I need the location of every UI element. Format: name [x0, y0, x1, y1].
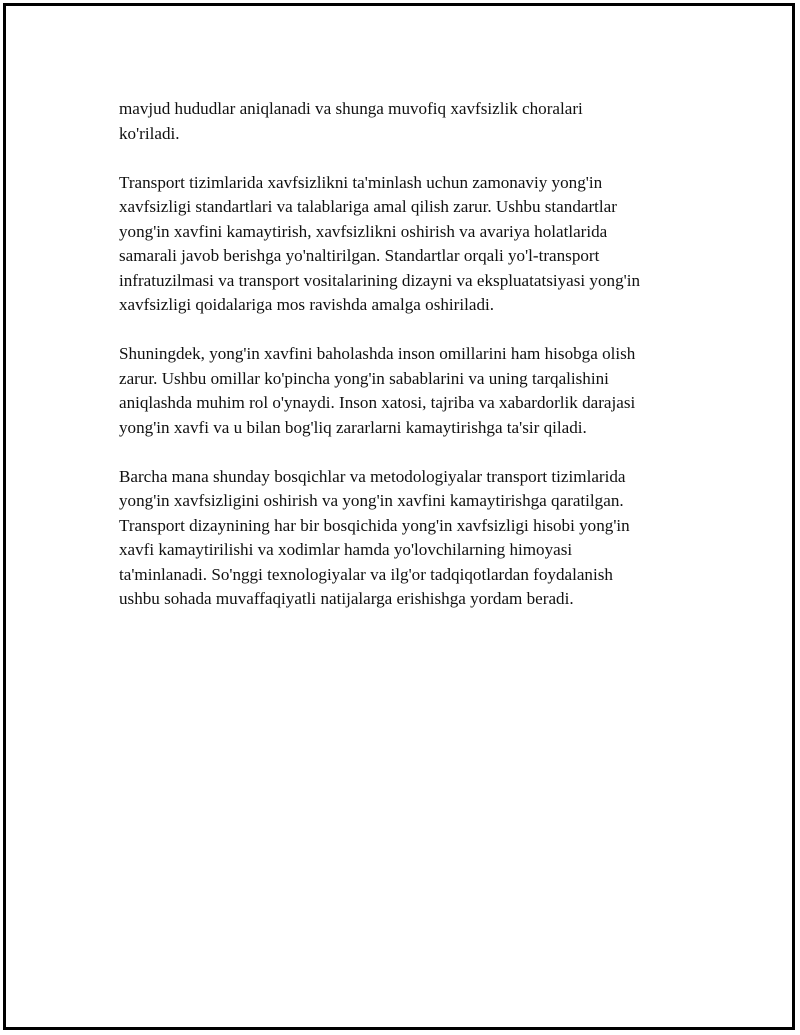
text-line: samarali javob berishga yo'naltirilgan. Standartlar orqali yo'l-transport	[119, 246, 600, 265]
text-line: ko'riladi.	[119, 123, 180, 143]
paragraph-2	[119, 171, 699, 318]
text-line: yong'in xavfi va u bilan bog'liq zararlarni kamaytirishga ta'sir qiladi.	[119, 417, 587, 437]
paragraph-1	[119, 97, 699, 146]
text-line: zarur. Ushbu omillar ko'pincha yong'in sabablarini va uning tarqalishini	[119, 368, 609, 388]
text-line: yong'in xavfsizligini oshirish va yong'in xavfini kamaytirishga qaratilgan.	[119, 491, 624, 510]
text-line: Barcha mana shunday bosqichlar va metodologiyalar transport tizimlarida	[119, 466, 626, 486]
text-line: yong'in xavfini kamaytirish, xavfsizlikni oshirish va avariya holatlarida	[119, 221, 608, 241]
text-line: infratuzilmasi va transport vositalarining dizayni va ekspluatatsiyasi yong'in	[119, 270, 640, 290]
text-line: Transport tizimlarida xavfsizlikni ta'minlash uchun zamonaviy yong'in	[119, 172, 603, 192]
text-line: xavfsizligi qoidalariga mos ravishda amalga oshiriladi.	[119, 295, 495, 314]
text-line: Shuningdek, yong'in xavfini baholashda inson omillarini ham hisobga olish	[119, 344, 636, 363]
text-line: mavjud hududlar aniqlanadi va shunga muvofiq xavfsizlik choralari	[119, 99, 583, 118]
text-line: xavfsizligi standartlari va talablariga amal qilish zarur. Ushbu standartlar	[119, 197, 617, 216]
text-line: Transport dizaynining har bir bosqichida yong'in xavfsizligi hisobi yong'in	[119, 515, 630, 535]
text-line: aniqlashda muhim rol o'ynaydi. Inson xatosi, tajriba va xabardorlik darajasi	[119, 393, 636, 412]
paragraph-3	[119, 342, 699, 440]
text-line: xavfi kamaytirilishi va xodimlar hamda yo'lovchilarning himoyasi	[119, 540, 573, 559]
page-frame	[3, 3, 795, 1030]
text-line: ushbu sohada muvaffaqiyatli natijalarga erishishga yordam beradi.	[119, 589, 574, 608]
paragraph-4	[119, 465, 699, 612]
document-body	[119, 97, 699, 636]
text-line: ta'minlanadi. So'nggi texnologiyalar va ilg'or tadqiqotlardan foydalanish	[119, 564, 613, 584]
